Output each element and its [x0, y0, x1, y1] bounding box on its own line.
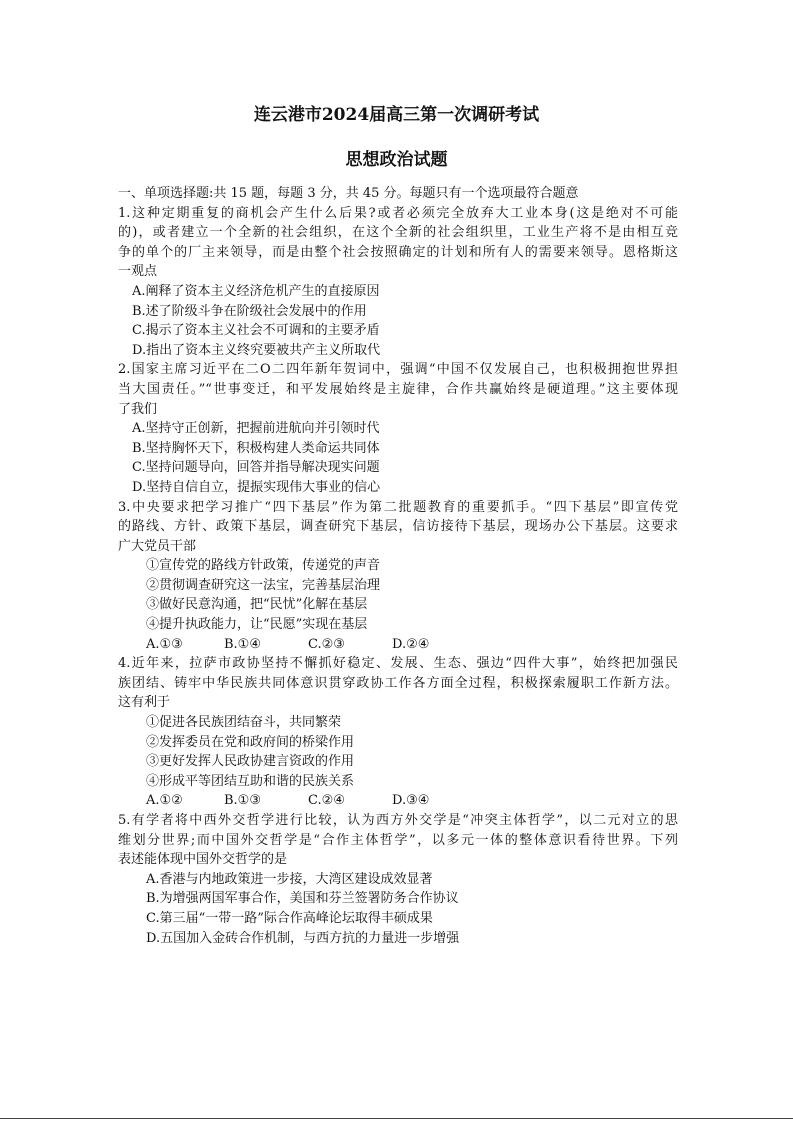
question-text-line: 一观点	[118, 264, 158, 280]
question-text-line: 当大国责任。”“世事变迁，和平发展始终是主旋律，合作共赢始终是硬道理。”这主要体现	[118, 381, 678, 397]
option-a: A.阐释了资本主义经济危机产生的直接原因	[132, 283, 380, 299]
exam-title: 连云港市2024届高三第一次调研考试	[253, 105, 540, 125]
option-d: D.坚持自信自立，提振实现伟大事业的信心	[132, 479, 381, 495]
page-bottom-rule	[0, 1118, 793, 1119]
exam-content	[118, 184, 678, 948]
question-text-line: 表述能体现中国外交哲学的是	[118, 852, 288, 868]
question-text-line: 了我们	[118, 401, 158, 417]
choice-a: A.①②	[146, 793, 183, 809]
choice-c: C.②④	[308, 793, 345, 809]
choice-c: C.②③	[308, 636, 345, 652]
statement-1: ①宣传党的路线方针政策，传递党的声音	[146, 558, 381, 574]
section-heading: 一、单项选择题:共 15 题，每题 3 分，共 45 分。每题只有一个选项最符合题意	[118, 186, 579, 201]
question-text-line: 5.有学者将中西外交哲学进行比较，认为西方外交学是“冲突主体哲学”，以二元对立的思	[118, 813, 678, 828]
option-d: D.五国加入金砖合作机制，与西方抗的力量进一步增强	[146, 930, 460, 946]
option-a: A.香港与内地政策进一步接，大湾区建设成效显著	[146, 871, 433, 887]
exam-subtitle: 思想政治试题	[345, 150, 448, 170]
question-5	[118, 811, 678, 948]
question-text-line: 3.中央要求把学习推广“四下基层”作为第二批题教育的重要抓手。“四下基层”即宣传党	[118, 499, 678, 515]
question-4	[118, 654, 678, 811]
question-2	[118, 360, 678, 497]
question-text-line: 2.国家主席习近平在二O二四年新年贺词中，强调“中国不仅发展自己，也积极拥抱世界担	[118, 362, 678, 378]
statement-4: ④提升执政能力，让“民愿”实现在基层	[146, 617, 368, 633]
option-d: D.指出了资本主义终究要被共产主义所取代	[132, 342, 381, 358]
answer-choices	[118, 791, 678, 811]
question-1	[118, 204, 678, 361]
option-c: C.坚持问题导向，回答并指导解决现实问题	[132, 460, 380, 476]
choice-d: D.②④	[392, 636, 430, 652]
statement-4: ④形成平等团结互助和谐的民族关系	[146, 773, 355, 789]
question-text-line: 1.这种定期重复的商机会产生什么后果?或者必须完全放弃大工业本身(这是绝对不可能	[118, 205, 678, 221]
statement-2: ②发挥委员在党和政府间的桥梁作用	[146, 734, 355, 750]
answer-choices	[118, 635, 678, 655]
statement-3: ③做好民意沟通，把“民忧”化解在基层	[146, 597, 368, 613]
question-3	[118, 498, 678, 655]
question-text-line: 维划分世界;而中国外交哲学是“合作主体哲学”，以多元一体的整体意识看待世界。下列	[118, 832, 678, 848]
choice-a: A.①③	[146, 636, 183, 652]
option-b: B.述了阶级斗争在阶级社会发展中的作用	[132, 303, 367, 319]
question-text-line: 的)，或者建立一个全新的社会组织，在这个全新的社会组织里，工业生产将不是由相互竞	[118, 225, 678, 241]
question-text-line: 的路线、方针、政策下基层，调查研究下基层，信访接待下基层，现场办公下基层。这要求	[118, 519, 678, 535]
statement-3: ③更好发挥人民政协建言资政的作用	[146, 754, 355, 770]
option-a: A.坚持守正创新，把握前进航向并引领时代	[132, 421, 380, 437]
question-text-line: 广大党员干部	[118, 538, 197, 554]
option-c: C.第三届“一带一路”际合作高峰论坛取得丰硕成果	[146, 910, 433, 926]
choice-b: B.①④	[224, 636, 261, 652]
option-c: C.揭示了资本主义社会不可调和的主要矛盾	[132, 323, 380, 339]
choice-d: D.③④	[392, 793, 430, 809]
statement-2: ②贯彻调查研究这一法宝，完善基层治理	[146, 577, 381, 593]
option-b: B.为增强两国军事合作，美国和芬兰签署防务合作协议	[146, 891, 459, 907]
question-text-line: 这有利于	[118, 695, 171, 711]
question-text-line: 族团结、铸牢中华民族共同体意识贯穿政协工作各方面全过程，积极探索履职工作新方法。	[118, 675, 678, 691]
question-text-line: 争的单个的厂主来领导，而是由整个社会按照确定的计划和所有人的需要来领导。恩格斯这	[118, 244, 678, 260]
choice-b: B.①③	[224, 793, 261, 809]
question-text-line: 4.近年来，拉萨市政协坚持不懈抓好稳定、发展、生态、强边“四件大事”，始终把加强民	[118, 656, 678, 672]
option-b: B.坚持胸怀天下，积极构建人类命运共同体	[132, 440, 380, 456]
statement-1: ①促进各民族团结奋斗，共同繁荣	[146, 715, 342, 731]
